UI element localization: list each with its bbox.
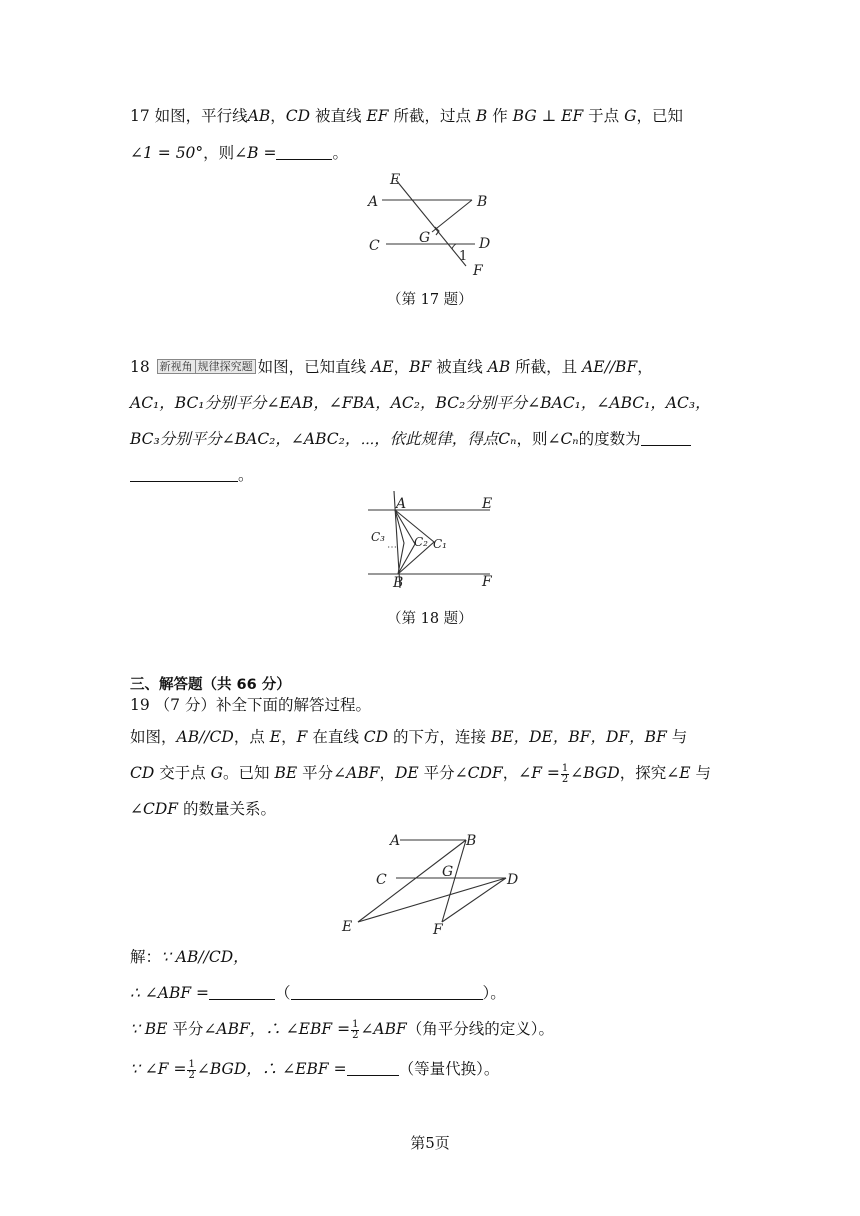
math: G [624, 107, 637, 125]
label-C3: C₃ [371, 530, 385, 544]
math: ∠1 = 50° [130, 144, 204, 162]
angle-1-arc [452, 244, 456, 249]
math: CD [363, 728, 389, 746]
label-C: C [376, 872, 387, 888]
q18-line-4 [130, 465, 254, 485]
q17-caption: （第 17 题） [387, 292, 473, 308]
segment-BE [358, 840, 466, 922]
math: EF [366, 107, 389, 125]
solution-line-1 [130, 947, 249, 967]
frac-den: 2 [561, 773, 569, 785]
math: AB [247, 107, 271, 125]
math: AB [487, 358, 511, 376]
text: 解： [130, 948, 162, 966]
math: ∠BGD，∴ ∠EBF = [196, 1060, 347, 1078]
text: 于点 [583, 107, 625, 125]
label-G: G [442, 864, 454, 880]
segment-DF [442, 878, 506, 922]
text: ，则 [203, 144, 235, 162]
answer-blank[interactable] [276, 145, 332, 160]
math: ∠ABF [360, 1020, 407, 1038]
q19-line-4 [130, 799, 276, 819]
math: E [269, 728, 282, 746]
math: Cₙ [498, 430, 517, 448]
text: ， [281, 728, 297, 746]
math: CD [285, 107, 311, 125]
text: BC₃分别平分∠BAC₂，∠ABC₂，⋯，依此规律，得点 [130, 430, 499, 448]
text: 。 [332, 144, 348, 162]
math: ∠ABF [333, 764, 380, 782]
text: 所截，过点 [388, 107, 476, 125]
text: ，已知 [636, 107, 683, 125]
question-number: 17 [130, 107, 150, 125]
frac-num: 1 [352, 1018, 359, 1030]
solution-line-2 [130, 983, 506, 1003]
text: 所截，且 [510, 358, 583, 376]
q18-line-3 [130, 429, 691, 449]
text: 平分 [297, 764, 334, 782]
math: ∠CDF [130, 800, 179, 818]
answer-blank-cont[interactable] [130, 467, 238, 482]
text: ， [270, 107, 286, 125]
q17-figure [360, 168, 510, 283]
q19-line-2 [130, 727, 687, 747]
text: 被直线 [431, 358, 488, 376]
ellipsis-dots: ⋯ [387, 542, 397, 553]
text: （ [275, 984, 291, 1002]
label-C1: C₁ [433, 537, 447, 551]
label-F: F [482, 574, 492, 590]
label-E: E [482, 496, 493, 512]
q19-line-1: 19 （7 分）补全下面的解答过程。 [130, 696, 371, 714]
frac-den: 2 [352, 1029, 359, 1041]
text: ，探究 [619, 764, 667, 782]
math: F [296, 728, 308, 746]
answer-blank-reason[interactable] [291, 985, 483, 1000]
fraction-half [351, 1020, 359, 1041]
label-B: B [393, 575, 404, 590]
text: ， [379, 764, 395, 782]
answer-blank[interactable] [347, 1061, 399, 1076]
text: 与 [690, 764, 711, 782]
frac-num: 1 [188, 1058, 195, 1070]
badge-left: 新视角 [160, 360, 196, 373]
text: 在直线 [307, 728, 364, 746]
text: 的度数为 [578, 430, 641, 448]
math: ∠F = [518, 764, 560, 782]
math: BE [274, 764, 298, 782]
q17-line-1 [130, 106, 683, 126]
answer-blank-angle[interactable] [209, 985, 275, 1000]
math: BG ⊥ EF [512, 107, 584, 125]
answer-blank[interactable] [641, 431, 691, 446]
math: ∠E [666, 764, 691, 782]
q18-line-2 [130, 393, 711, 413]
math: AE [371, 358, 394, 376]
q19-figure [338, 830, 528, 938]
text: 。已知 [223, 764, 275, 782]
math: ∴ ∠ABF = [130, 984, 210, 1002]
text: 与 [666, 728, 688, 746]
text: （等量代换）。 [398, 1060, 500, 1078]
math: ∵ ∠F = [130, 1060, 187, 1078]
math: DE [394, 764, 419, 782]
label-E: E [342, 919, 353, 935]
math: ∠CDF [454, 764, 503, 782]
math: G [210, 764, 224, 782]
math: ∵ BE [130, 1020, 168, 1038]
text: 平分 [167, 1020, 204, 1038]
text: ， [637, 358, 653, 376]
text: 的下方，连接 [388, 728, 491, 746]
math: CD [130, 764, 155, 782]
tag-badge [157, 359, 256, 374]
label-D: D [479, 236, 491, 252]
text: 。 [238, 466, 254, 484]
solution-line-4 [130, 1059, 499, 1081]
label-C: C [369, 238, 380, 254]
text: 如图， [130, 728, 177, 746]
frac-num: 1 [561, 762, 569, 774]
text: 平分 [418, 764, 455, 782]
text: 如图，平行线 [154, 107, 248, 125]
segment-BF [442, 840, 466, 922]
math: ∵ AB//CD， [161, 948, 249, 966]
text: ，点 [233, 728, 270, 746]
q18-figure [360, 488, 500, 590]
math: BF [409, 358, 432, 376]
text: ，则 [516, 430, 548, 448]
frac-den: 2 [188, 1069, 195, 1081]
text: ， [502, 764, 519, 782]
q18-caption: （第 18 题） [387, 611, 473, 627]
label-G: G [419, 230, 431, 246]
question-number: 18 [130, 358, 150, 376]
math: ∠BGD [570, 764, 620, 782]
text: 作 [487, 107, 513, 125]
label-angle-1: 1 [459, 249, 468, 264]
label-B: B [477, 194, 488, 210]
math: ∠B = [234, 144, 277, 162]
text: ， [393, 358, 410, 376]
q17-line-2 [130, 143, 348, 163]
text: 如图，已知直线 [257, 358, 372, 376]
label-E: E [390, 172, 401, 188]
line-EF [396, 180, 466, 266]
text: 的数量关系。 [178, 800, 276, 818]
label-A: A [390, 833, 401, 849]
text: ）。 [482, 984, 506, 1002]
label-A: A [396, 496, 407, 512]
label-F: F [433, 922, 443, 938]
label-C2: C₂ [414, 535, 428, 549]
text: 被直线 [310, 107, 367, 125]
label-A: A [368, 194, 379, 210]
q18-line-1 [130, 357, 653, 377]
page-footer: 第5页 [410, 1134, 450, 1152]
segment-BG [432, 200, 472, 232]
math: BE，DE，BF，DF，BF [490, 728, 667, 746]
math: ∠ABF，∴ ∠EBF = [203, 1020, 351, 1038]
section-heading: 三、解答题（共 66 分） [130, 677, 291, 693]
math: AE//BF [582, 358, 638, 376]
math: B [475, 107, 488, 125]
label-B: B [466, 833, 477, 849]
q19-line-3 [130, 763, 711, 785]
solution-line-3 [130, 1019, 554, 1041]
math: ∠Cₙ [547, 430, 579, 448]
text: AC₁，BC₁分别平分∠EAB，∠FBA，AC₂，BC₂分别平分∠BAC₁，∠ABC₁，AC₃， [130, 394, 711, 412]
badge-right: 规律探究题 [197, 360, 253, 373]
fraction-half [561, 764, 569, 785]
text: 交于点 [154, 764, 211, 782]
label-F: F [473, 263, 483, 279]
fraction-half [187, 1060, 195, 1081]
math: AB//CD [176, 728, 234, 746]
label-D: D [507, 872, 519, 888]
text: （角平分线的定义）。 [406, 1020, 555, 1038]
